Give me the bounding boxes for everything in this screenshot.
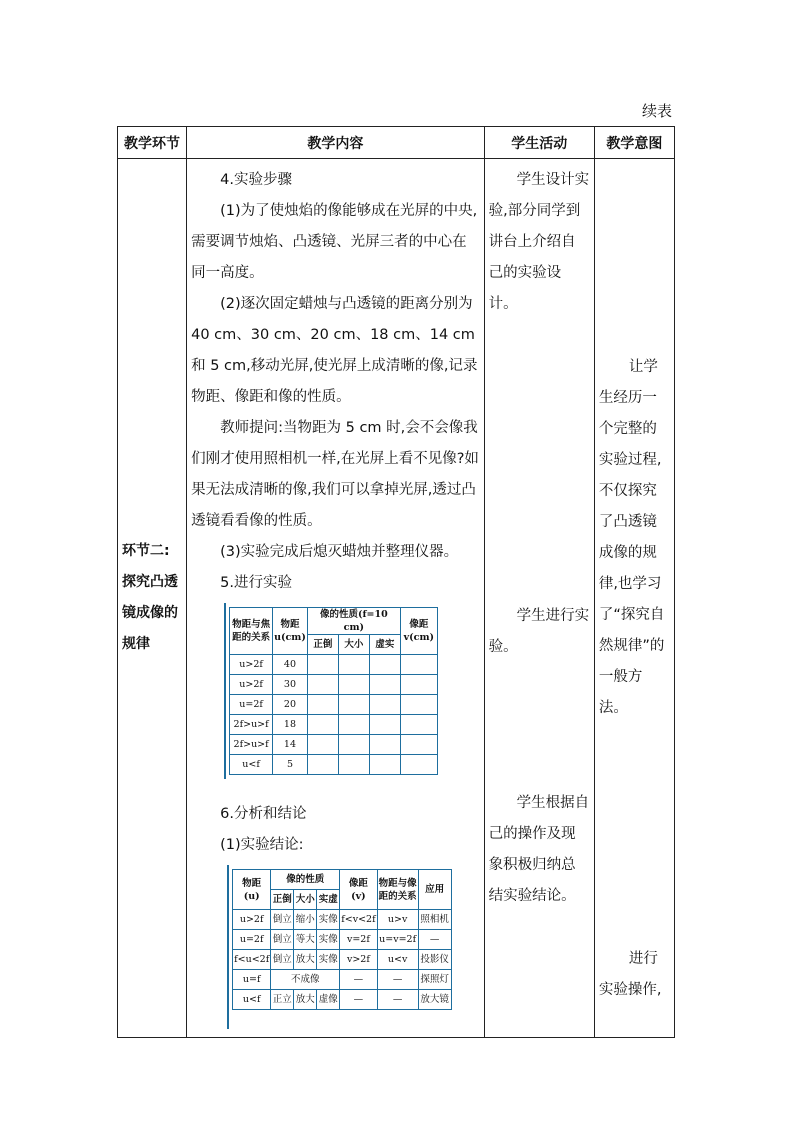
content-cell	[187, 159, 485, 1038]
exp-h-v: 像距 v(cm)	[400, 608, 437, 655]
table-row: u<f 正立 放大 虚像 — — 放大镜	[233, 990, 452, 1010]
exp-rel: u=2f	[230, 695, 273, 715]
conclusion-table-figure	[227, 865, 456, 1029]
header-intent: 教学意图	[594, 127, 674, 159]
table-row	[230, 755, 438, 775]
con-h-sub: 正倒	[271, 890, 294, 910]
student-cell	[484, 159, 594, 1038]
exp-rel: 2f>u>f	[230, 715, 273, 735]
teaching-intent-2: 进行实验操作,	[598, 951, 662, 998]
student-activity-1: 学生设计实验,部分同学到讲台上介绍自己的实验设计。	[488, 172, 590, 312]
table-row	[230, 655, 438, 675]
step6-sub: (1)实验结论:	[220, 837, 304, 853]
student-activity-2: 学生进行实验。	[488, 608, 590, 655]
exp-h-u: 物距 u(cm)	[273, 608, 308, 655]
student-activity-3: 学生根据自己的操作及现象积极归纳总结实验结论。	[488, 795, 590, 904]
teaching-intent-1: 让学生经历一个完整的实验过程,不仅探究了凸透镜成像的规律,也学习了“探究自然规律”的一般方法。	[598, 359, 665, 716]
exp-u: 40	[273, 655, 308, 675]
table-row: u=2f 倒立 等大 实像 v=2f u=v=2f —	[233, 930, 452, 950]
table-row	[230, 695, 438, 715]
header-row	[118, 127, 675, 159]
lesson-table	[117, 126, 675, 1038]
experiment-table	[229, 607, 438, 775]
exp-u: 20	[273, 695, 308, 715]
con-h-sub: 实虚	[317, 890, 340, 910]
step5-title: 5.进行实验	[220, 575, 292, 591]
step4-title: 4.实验步骤	[220, 172, 292, 188]
exp-rel: u<f	[230, 755, 273, 775]
exp-h-sub: 正倒	[307, 635, 338, 655]
con-h-rel: 物距与像距的关系	[377, 870, 418, 910]
table-row	[230, 675, 438, 695]
con-h-props: 像的性质	[271, 870, 340, 890]
con-h-app: 应用	[418, 870, 451, 910]
exp-rel: u>2f	[230, 675, 273, 695]
exp-rel: u>2f	[230, 655, 273, 675]
table-row: f<u<2f 倒立 放大 实像 v>2f u<v 投影仪	[233, 950, 452, 970]
intent-cell	[594, 159, 674, 1038]
exp-u: 14	[273, 735, 308, 755]
exp-u: 18	[273, 715, 308, 735]
con-h-sub: 大小	[294, 890, 317, 910]
table-row	[230, 715, 438, 735]
conclusion-table	[232, 869, 452, 1010]
exp-h-sub: 大小	[338, 635, 369, 655]
header-content: 教学内容	[187, 127, 485, 159]
exp-u: 30	[273, 675, 308, 695]
con-h-u: 物距 (u)	[233, 870, 271, 910]
exp-rel: 2f>u>f	[230, 735, 273, 755]
header-student: 学生活动	[484, 127, 594, 159]
header-stage: 教学环节	[118, 127, 187, 159]
continued-label: 续表	[641, 102, 672, 120]
table-row: u>2f 倒立 缩小 实像 f<v<2f u>v 照相机	[233, 910, 452, 930]
con-h-v: 像距 (v)	[340, 870, 377, 910]
step4-p3: (3)实验完成后熄灭蜡烛并整理仪器。	[220, 544, 459, 560]
step4-p2: (2)逐次固定蜡烛与凸透镜的距离分别为 40 cm、30 cm、20 cm、18 cm、14 cm 和 5 cm,移动光屏,使光屏上成清晰的像,记录物距、像距和像的性质。	[191, 296, 478, 405]
stage-cell: 环节二:探究凸透镜成像的规律	[118, 159, 187, 1038]
teacher-question: 教师提问:当物距为 5 cm 时,会不会像我们刚才使用照相机一样,在光屏上看不见像?如果无法成清晰的像,我们可以拿掉光屏,透过凸透镜看看像的性质。	[191, 420, 479, 529]
step6-title: 6.分析和结论	[220, 806, 307, 822]
exp-h-props: 像的性质(f=10 cm)	[307, 608, 400, 635]
step4-p1: (1)为了使烛焰的像能够成在光屏的中央,需要调节烛焰、凸透镜、光屏三者的中心在同一高度。	[191, 203, 478, 281]
table-row: u=f 不成像 — — 探照灯	[233, 970, 452, 990]
exp-h-relation: 物距与焦距的关系	[230, 608, 273, 655]
exp-h-sub: 虚实	[369, 635, 400, 655]
experiment-table-figure	[224, 603, 442, 779]
exp-u: 5	[273, 755, 308, 775]
body-row	[118, 159, 675, 1038]
table-row	[230, 735, 438, 755]
